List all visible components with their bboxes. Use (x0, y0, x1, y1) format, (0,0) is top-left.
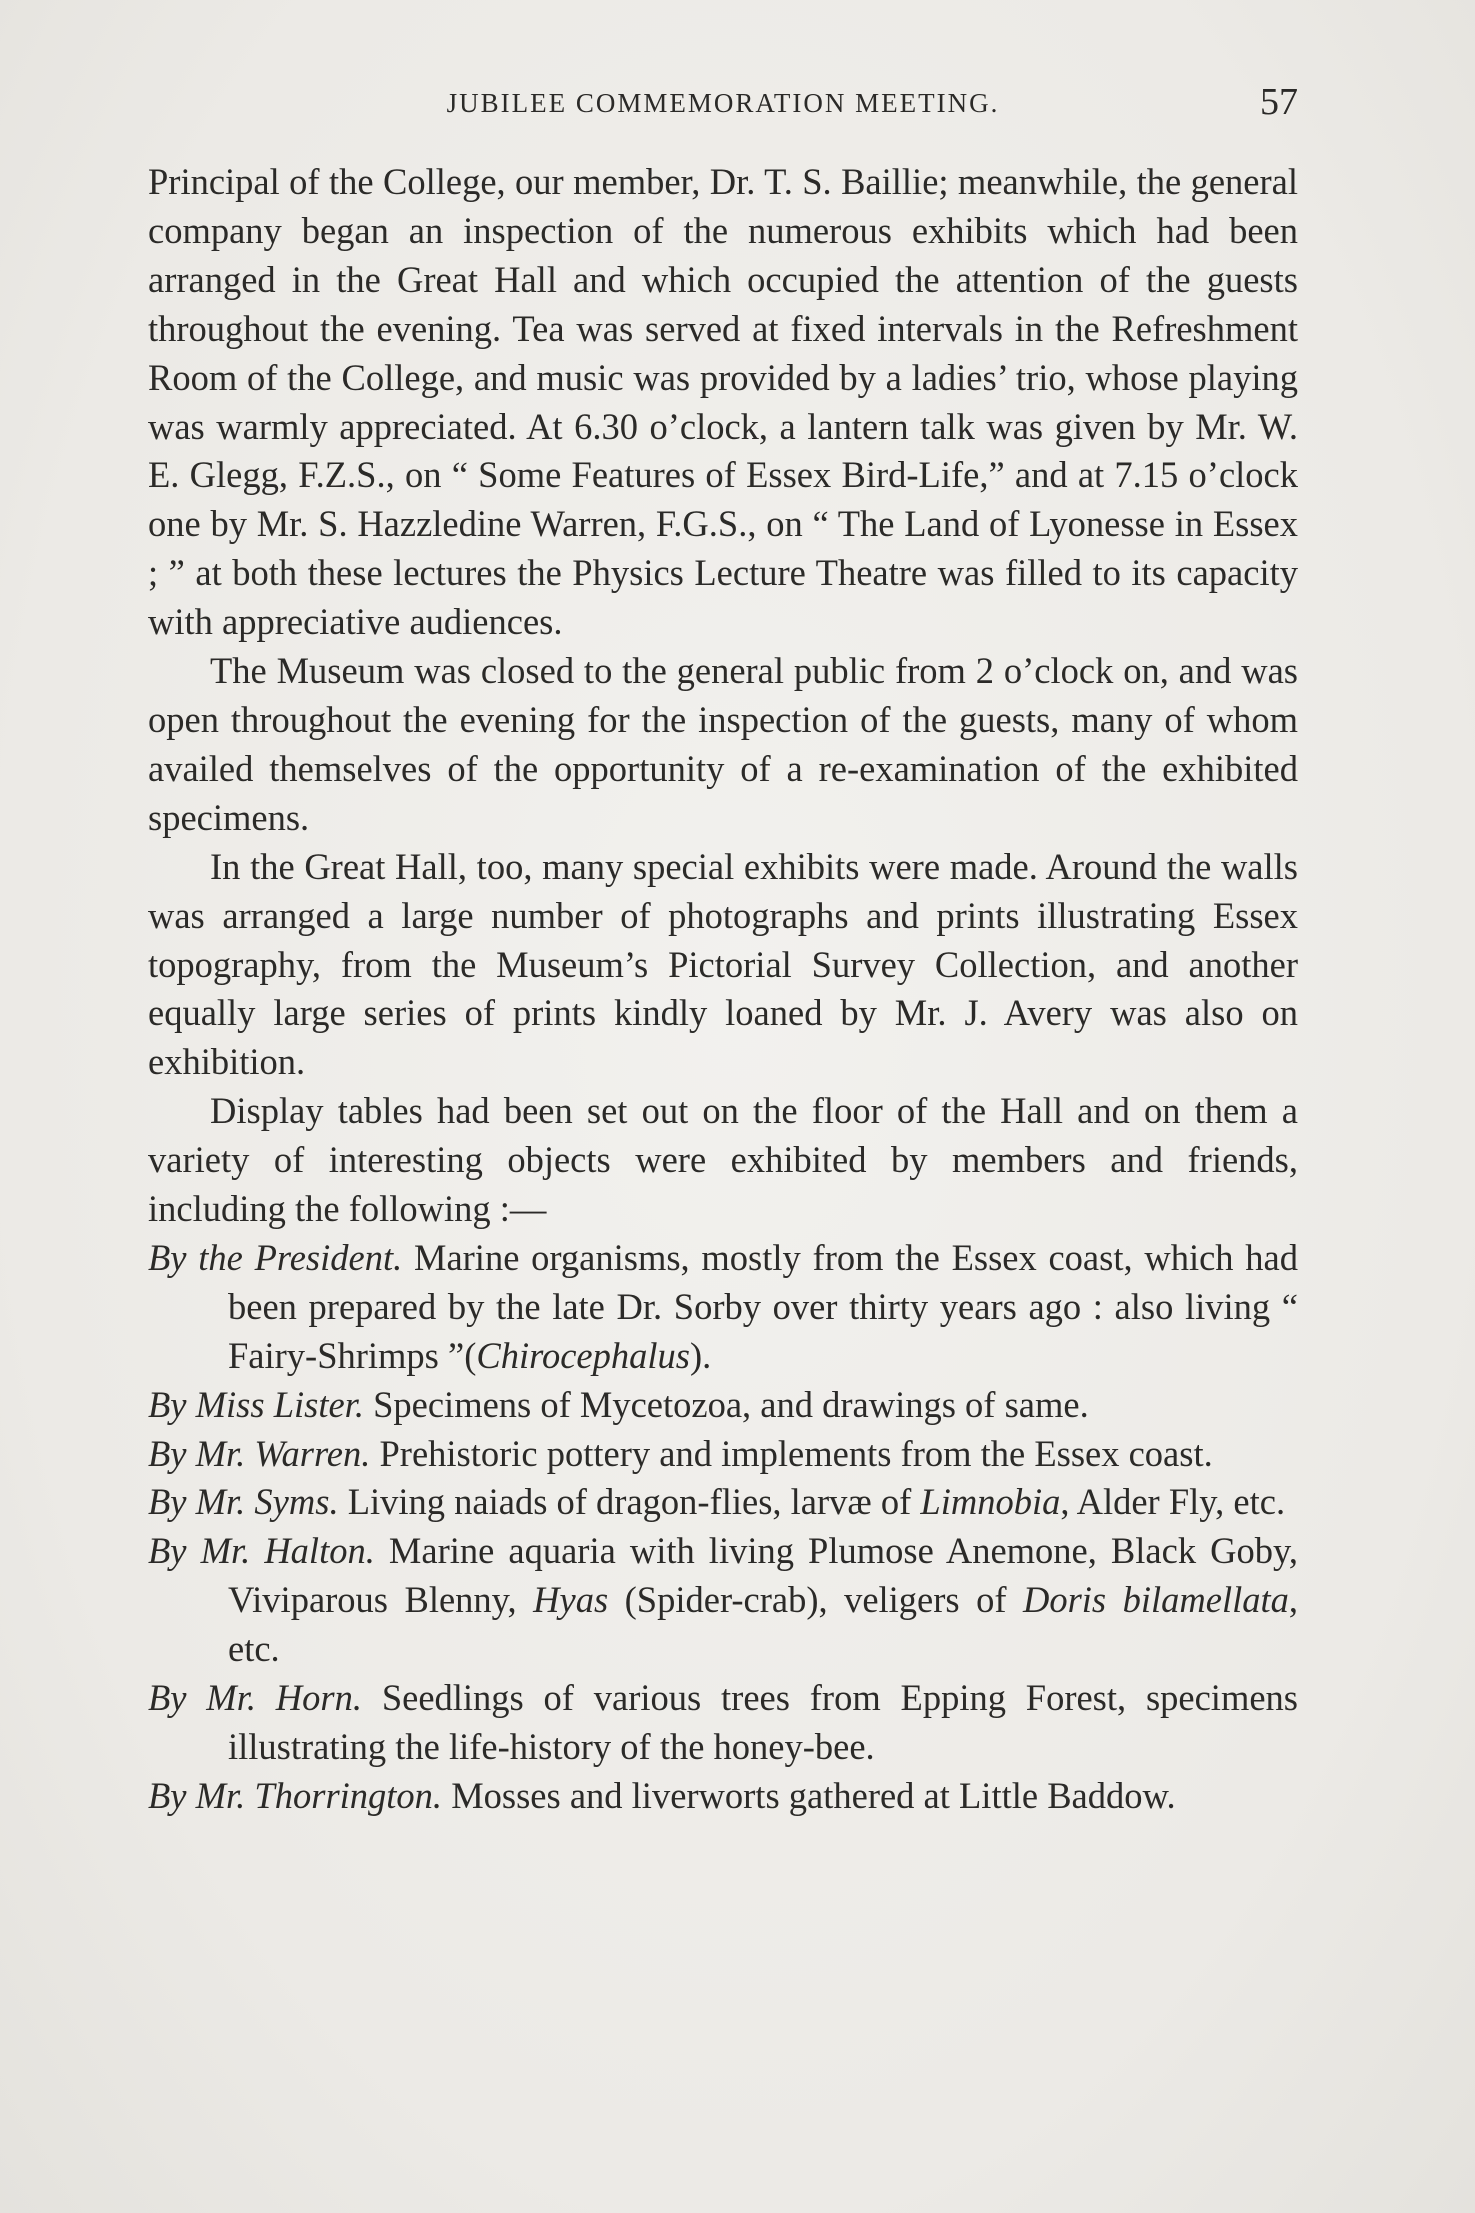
exhibit-description (373, 1384, 1089, 1425)
exhibit-item (148, 1674, 1298, 1772)
exhibit-text: (Spider-crab), veligers of (608, 1579, 1023, 1621)
exhibit-text: Living naiads of dragon-flies, larvæ of (347, 1481, 921, 1523)
exhibit-item (148, 1772, 1298, 1821)
exhibit-item (148, 1527, 1298, 1674)
paragraph-lecture-evening: Principal of the College, our member, Dr. T. S. Baillie; meanwhile, the general company began an inspection of the numerous exhibits which had been arranged in the Great Hall and which occupied the attention of the guests throughout the evening. Tea was served at fixed intervals in the Refreshment Room of the College, and music was provided by a ladies’ trio, whose playing was warmly appreciated. At 6.30 o’clock, a lantern talk was given by Mr. W. E. Glegg, F.Z.S., on “ Some Features of Essex Bird-Life,” and at 7.15 o’clock one by Mr. S. Hazzledine Warren, F.G.S., on “ The Land of Lyonesse in Essex ; ” at both these lectures the Physics Lecture Theatre was filled to its capacity with appreciative audiences. (148, 161, 1298, 643)
running-head: JUBILEE COMMEMORATION MEETING. (446, 88, 1000, 118)
exhibit-item (148, 1478, 1298, 1527)
exhibit-donor: By Miss Lister. (148, 1383, 364, 1425)
exhibit-donor: By Mr. Halton. (148, 1530, 375, 1572)
exhibit-text: Seedlings of various trees from Epping Forest, specimens illustrating the life-history of the honey-bee. (228, 1677, 1298, 1767)
exhibit-donor: By Mr. Syms. (148, 1481, 339, 1523)
exhibit-item (148, 1381, 1298, 1430)
exhibit-description (380, 1433, 1213, 1474)
exhibit-description (348, 1481, 1285, 1522)
exhibit-description (228, 1530, 1298, 1669)
exhibit-donor: By Mr. Warren. (148, 1432, 371, 1474)
exhibit-list (148, 1234, 1298, 1821)
exhibit-taxon: Limnobia (920, 1481, 1061, 1523)
paragraph-great-hall: In the Great Hall, too, many special exhibits were made. Around the walls was arranged a large number of photographs and prints illustrating Essex topography, from the Museum’s Pictorial Survey Collection, and another equally large series of prints kindly loaned by Mr. J. Avery was also on exhibition. (148, 845, 1298, 1083)
page-header (148, 80, 1298, 140)
paragraph-museum-opening: The Museum was closed to the general public from 2 o’clock on, and was open throughout the evening for the inspection of the guests, many of whom availed themselves of the opportunity of a re-examination of the exhibited specimens. (148, 650, 1298, 838)
exhibit-description (451, 1775, 1175, 1816)
exhibit-text: Marine organisms, mostly from the Essex coast, which had been prepared by the late Dr. Sorby over thirty years ago : also living “ Fairy-Shrimps ”( (228, 1236, 1298, 1376)
paragraph-display-tables: Display tables had been set out on the floor of the Hall and on them a variety of interesting objects were exhibited by members and friends, including the following :— (148, 1090, 1298, 1230)
exhibit-text: ). (689, 1334, 712, 1376)
exhibit-taxon: Doris bilamellata (1022, 1579, 1289, 1621)
body-text (148, 158, 1298, 1821)
exhibit-text: Specimens of Mycetozoa, and drawings of same. (373, 1383, 1089, 1425)
exhibit-text: , etc. (228, 1579, 1298, 1670)
exhibit-donor: By Mr. Horn. (148, 1677, 362, 1719)
exhibit-item (148, 1234, 1298, 1381)
exhibit-item (148, 1430, 1298, 1479)
exhibit-taxon: Chirocephalus (476, 1334, 690, 1376)
exhibit-taxon: Hyas (533, 1579, 609, 1621)
exhibit-text: Mosses and liverworts gathered at Little Baddow. (451, 1774, 1176, 1816)
exhibit-text: , Alder Fly, etc. (1060, 1481, 1286, 1523)
page-number: 57 (1260, 81, 1298, 123)
exhibit-description (228, 1677, 1298, 1767)
exhibit-text: Marine aquaria with living Plumose Anemone, Black Goby, Viviparous Blenny, (228, 1530, 1299, 1621)
exhibit-text: Prehistoric pottery and implements from the Essex coast. (379, 1432, 1213, 1474)
exhibit-donor: By Mr. Thorrington. (148, 1774, 443, 1816)
exhibit-donor: By the President. (148, 1236, 403, 1278)
